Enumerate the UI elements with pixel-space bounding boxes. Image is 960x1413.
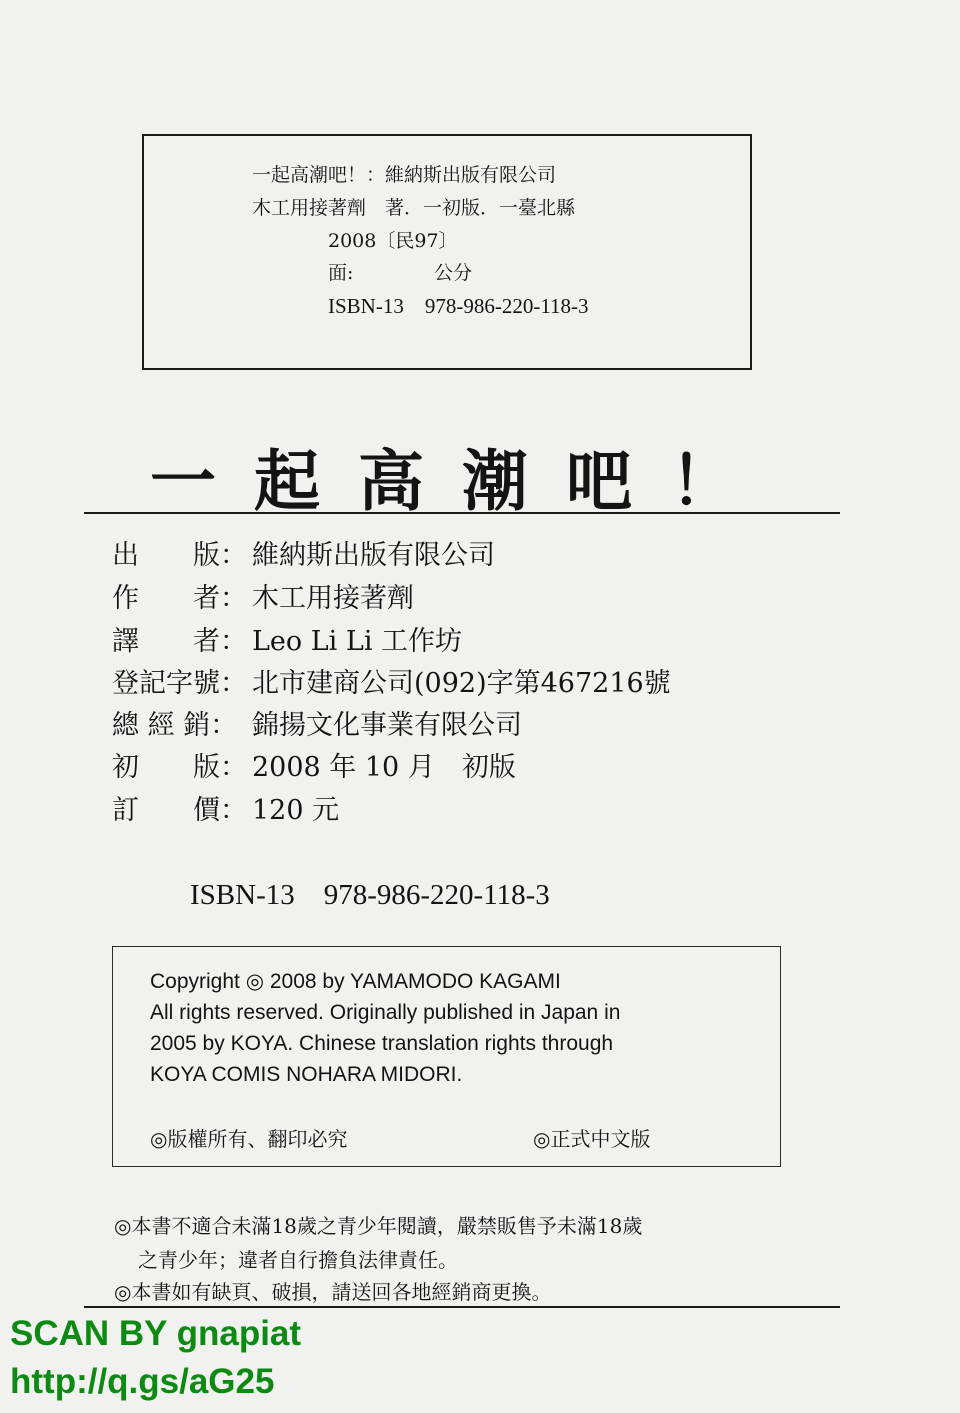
info-value: 北市建商公司(092)字第467216號 <box>252 668 671 699</box>
age-restriction-notice: ◎本書不適合未滿18歲之青少年閱讀，嚴禁販售予未滿18歲 <box>114 1214 643 1238</box>
title-divider <box>84 512 840 514</box>
cip-line-year: 2008〔民97〕 <box>328 230 458 252</box>
info-label: 訂 價： <box>112 795 247 826</box>
scan-credit: SCAN BY gnapiat <box>10 1314 302 1353</box>
rights-reserved-note: ◎版權所有、翻印必究 <box>150 1127 348 1151</box>
info-label: 作 者： <box>112 583 247 614</box>
copyright-text: Copyright ◎ 2008 by YAMAMODO KAGAMI All rights reserved. Originally published in Japan in 2005 by KOYA. Chinese translation rights through KOYA COMIS NOHARA MIDORI. <box>150 970 621 1086</box>
cip-isbn: ISBN-13 978-986-220-118-3 <box>328 294 589 318</box>
cip-line-pages-label: 面: <box>328 262 354 284</box>
info-value: 2008 年 10 月 初版 <box>252 752 516 783</box>
info-label: 登記字號： <box>112 668 247 699</box>
info-value: Leo Li Li 工作坊 <box>252 626 463 657</box>
official-edition-note: ◎正式中文版 <box>533 1127 651 1151</box>
cip-line-author: 木工用接著劑 著．一初版．一臺北縣 <box>252 197 576 219</box>
info-value: 120 元 <box>252 795 340 826</box>
book-title: 一起高潮吧！ <box>150 442 774 520</box>
info-label: 譯 者： <box>112 626 247 657</box>
cip-line-publisher: 一起高潮吧！：維納斯出版有限公司 <box>252 164 557 186</box>
info-label: 初 版： <box>112 752 247 783</box>
age-restriction-notice-cont: 之青少年；違者自行擔負法律責任。 <box>138 1248 458 1272</box>
info-value: 錦揚文化事業有限公司 <box>252 710 522 741</box>
info-label: 總 經 銷： <box>112 710 238 741</box>
info-value: 維納斯出版有限公司 <box>252 540 495 571</box>
defect-exchange-notice: ◎本書如有缺頁、破損，請送回各地經銷商更換。 <box>114 1280 552 1304</box>
cip-line-size-unit: 公分 <box>434 262 473 284</box>
info-label: 出 版： <box>112 540 247 571</box>
bottom-divider <box>84 1306 840 1308</box>
scan-url[interactable]: http://q.gs/aG25 <box>10 1362 275 1401</box>
info-value: 木工用接著劑 <box>252 583 414 614</box>
isbn-number: ISBN-13 978-986-220-118-3 <box>190 879 550 911</box>
